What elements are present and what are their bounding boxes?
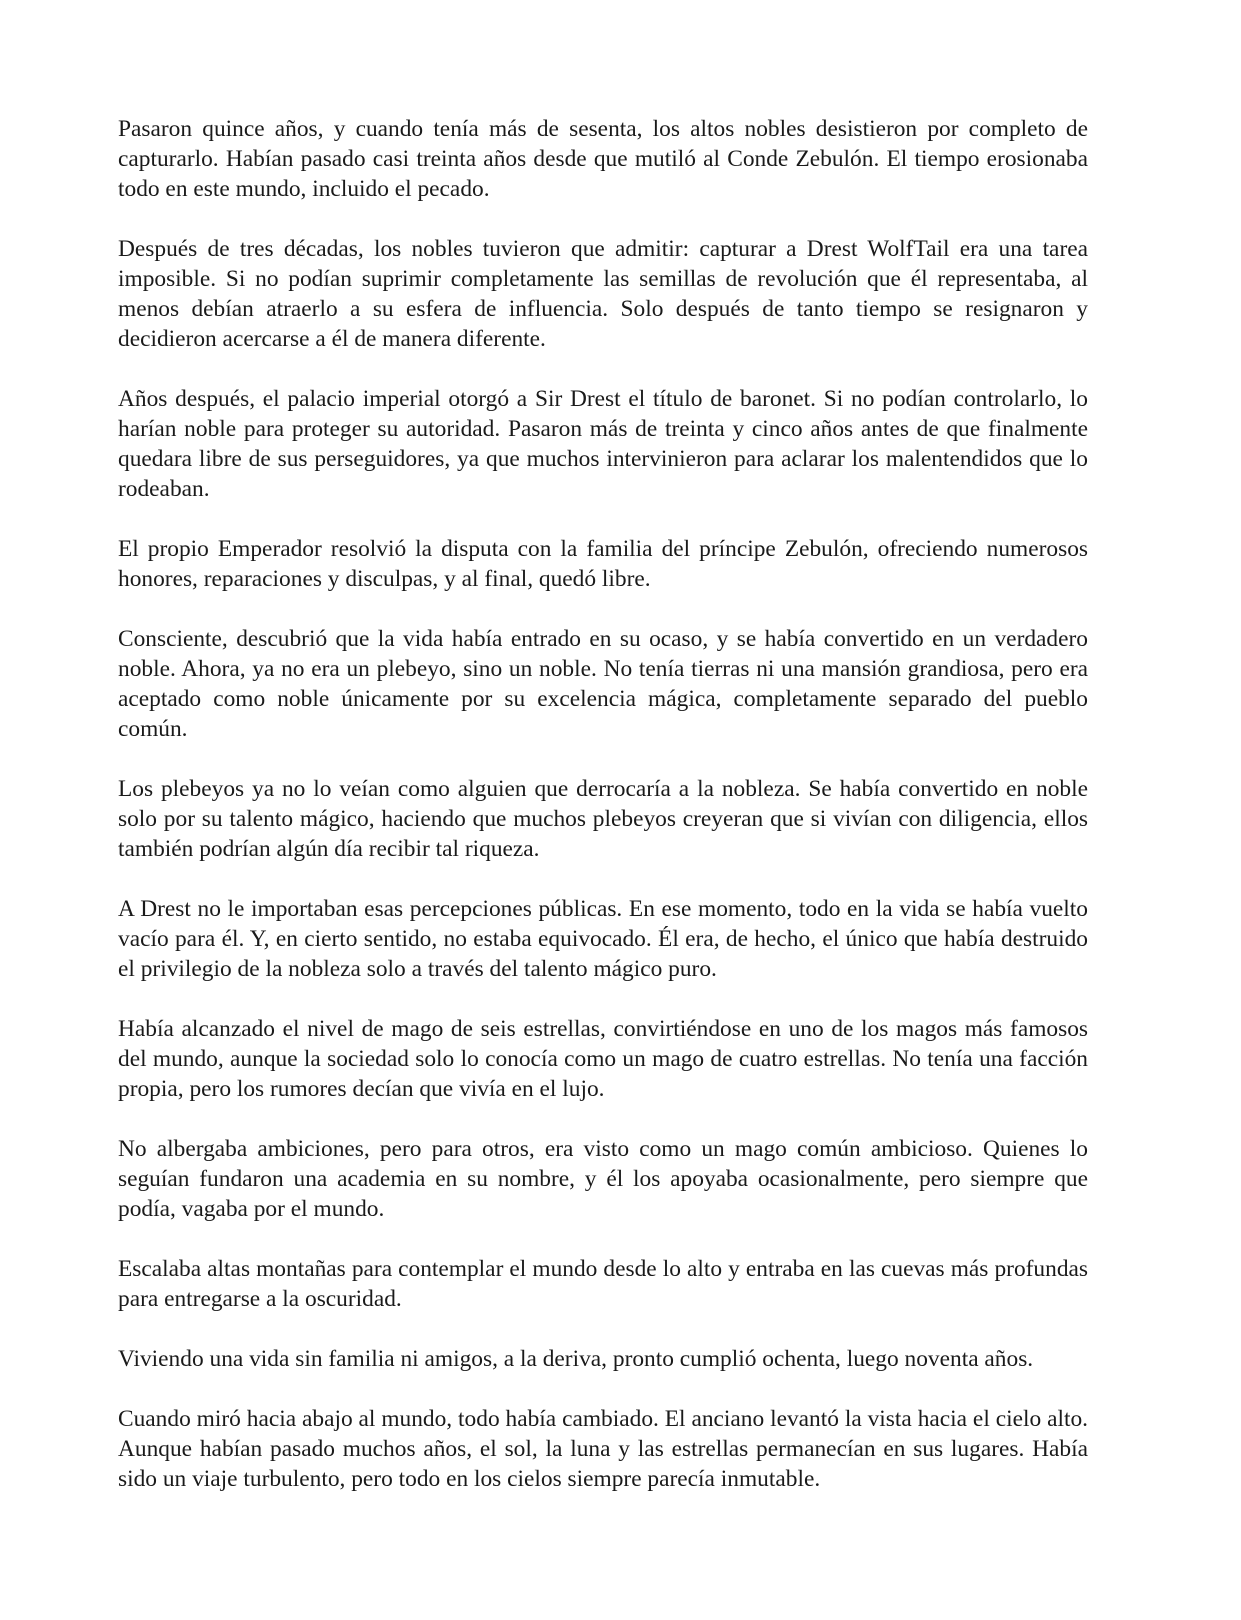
document-page: [118, 114, 1088, 1494]
paragraph-8: Había alcanzado el nivel de mago de seis estrellas, convirtiéndose en uno de los magos más famosos del mundo, aunque la sociedad solo lo conocía como un mago de cuatro estrellas. No tenía una facción propia, pero los rumores decían que vivía en el lujo.: [118, 1016, 1088, 1102]
paragraph-2: Después de tres décadas, los nobles tuvieron que admitir: capturar a Drest WolfTail era una tarea imposible. Si no podían suprimir completamente las semillas de revolución que él representaba, al menos debían atraerlo a su esfera de influencia. Solo después de tanto tiempo se resignaron y decidieron acercarse a él de manera diferente.: [118, 236, 1088, 352]
paragraph-6: Los plebeyos ya no lo veían como alguien que derrocaría a la nobleza. Se había convertido en noble solo por su talento mágico, haciendo que muchos plebeyos creyeran que si vivían con diligencia, ellos también podrían algún día recibir tal riqueza.: [118, 776, 1088, 862]
paragraph-9: No albergaba ambiciones, pero para otros, era visto como un mago común ambicioso. Quienes lo seguían fundaron una academia en su nombre, y él los apoyaba ocasionalmente, pero siempre que podía, vagaba por el mundo.: [118, 1136, 1088, 1222]
paragraph-7: A Drest no le importaban esas percepciones públicas. En ese momento, todo en la vida se había vuelto vacío para él. Y, en cierto sentido, no estaba equivocado. Él era, de hecho, el único que había destruido el privilegio de la nobleza solo a través del talento mágico puro.: [118, 896, 1088, 982]
paragraph-4: El propio Emperador resolvió la disputa con la familia del príncipe Zebulón, ofreciendo numerosos honores, reparaciones y disculpas, y al final, quedó libre.: [118, 536, 1088, 592]
paragraph-12: Cuando miró hacia abajo al mundo, todo había cambiado. El anciano levantó la vista hacia el cielo alto. Aunque habían pasado muchos años, el sol, la luna y las estrellas permanecían en sus lugares. Había sido un viaje turbulento, pero todo en los cielos siempre parecía inmutable.: [118, 1406, 1088, 1492]
paragraph-10: Escalaba altas montañas para contemplar el mundo desde lo alto y entraba en las cuevas más profundas para entregarse a la oscuridad.: [118, 1256, 1088, 1312]
paragraph-1: Pasaron quince años, y cuando tenía más de sesenta, los altos nobles desistieron por completo de capturarlo. Habían pasado casi treinta años desde que mutiló al Conde Zebulón. El tiempo erosionaba todo en este mundo, incluido el pecado.: [118, 116, 1088, 202]
paragraph-3: Años después, el palacio imperial otorgó a Sir Drest el título de baronet. Si no podían controlarlo, lo harían noble para proteger su autoridad. Pasaron más de treinta y cinco años antes de que finalmente quedara libre de sus perseguidores, ya que muchos intervinieron para aclarar los malentendidos que lo rodeaban.: [118, 386, 1088, 502]
paragraph-11: Viviendo una vida sin familia ni amigos, a la deriva, pronto cumplió ochenta, luego noventa años.: [118, 1346, 1034, 1372]
paragraph-5: Consciente, descubrió que la vida había entrado en su ocaso, y se había convertido en un verdadero noble. Ahora, ya no era un plebeyo, sino un noble. No tenía tierras ni una mansión grandiosa, pero era aceptado como noble únicamente por su excelencia mágica, completamente separado del pueblo común.: [118, 626, 1088, 742]
